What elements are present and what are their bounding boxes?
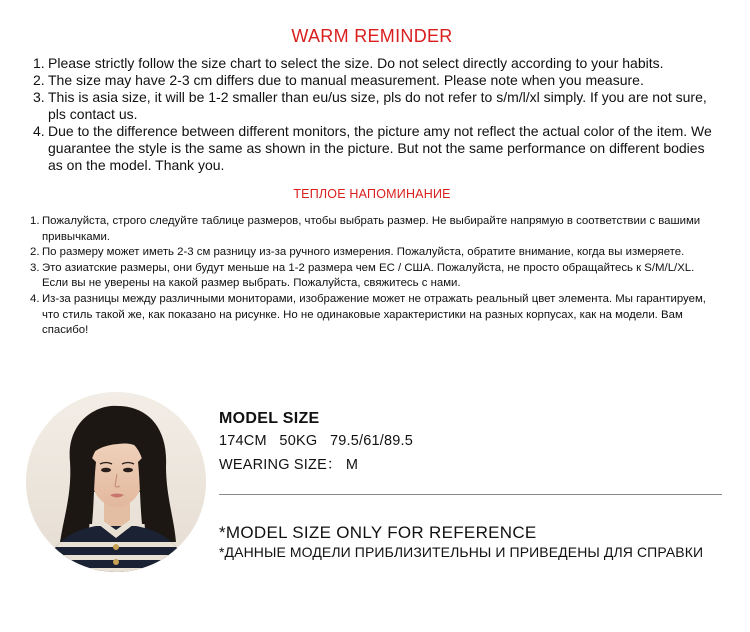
reference-note-ru: *ДАННЫЕ МОДЕЛИ ПРИБЛИЗИТЕЛЬНЫ И ПРИВЕДЕНЫ ДЛЯ СПРАВКИ bbox=[219, 544, 704, 560]
reference-note: *MODEL SIZE ONLY FOR REFERENCE bbox=[219, 523, 537, 542]
item-text: Пожалуйста, строго следуйте таблице размеров, чтобы выбрать размер. Не выбирайте напрямую в соответствии с вашими привычками. bbox=[42, 215, 701, 243]
model-photo bbox=[26, 392, 206, 572]
list-item bbox=[30, 292, 722, 339]
warm-reminder-title-ru: ТЕПЛОЕ НАПОМИНАНИЕ bbox=[293, 187, 451, 201]
wearing-size: WEARING SIZE： M bbox=[219, 457, 359, 473]
item-number: 1. bbox=[33, 55, 45, 71]
item-number: 3. bbox=[30, 261, 40, 274]
list-item bbox=[33, 55, 723, 72]
item-text: This is asia size, it will be 1-2 smaller than eu/us size, pls do not refer to s/m/l/xl simply. If you are not sure, pls contact us. bbox=[48, 89, 707, 122]
list-item bbox=[30, 214, 722, 245]
item-text: Due to the difference between different monitors, the picture amy not reflect the actual color of the item. We guarantee the style is the same as shown in the picture. But not the same performance on different bodies as on the model. Thank you. bbox=[48, 123, 712, 173]
item-text: Это азиатские размеры, они будут меньше на 1-2 размера чем ЕС / США. Пожалуйста, не просто обращайтесь к S/M/L/XL. Если вы не уверены на какой размер выбрать. Пожалуйста, свяжитесь с нами. bbox=[42, 261, 695, 290]
list-item bbox=[33, 89, 723, 123]
model-measurements: 174CM 50KG 79.5/61/89.5 bbox=[219, 433, 414, 449]
list-item bbox=[33, 72, 723, 89]
list-item bbox=[30, 245, 722, 261]
item-number: 2. bbox=[30, 246, 40, 259]
item-text: The size may have 2-3 cm differs due to manual measurement. Please note when you measure. bbox=[48, 72, 644, 88]
reminder-list-ru bbox=[30, 214, 722, 339]
item-number: 4. bbox=[33, 123, 45, 139]
reminder-list bbox=[33, 55, 723, 174]
warm-reminder-title: WARM REMINDER bbox=[291, 26, 453, 46]
item-number: 1. bbox=[30, 215, 40, 227]
model-portrait-illustration bbox=[26, 392, 206, 572]
divider bbox=[219, 494, 722, 495]
item-text: Из-за разницы между различными мониторами, изображение может не отражать реальный цвет элемента. Мы гарантируем, что стиль такой же, как показано на рисунке. Но не одинаковые характеристики на разных корпусах, как на модели. Вам спасибо! bbox=[42, 292, 706, 337]
list-item bbox=[30, 261, 722, 292]
model-size-label: MODEL SIZE bbox=[219, 410, 320, 427]
item-number: 2. bbox=[33, 72, 45, 88]
item-text: Please strictly follow the size chart to select the size. Do not select directly according to your habits. bbox=[48, 55, 664, 71]
item-text: По размеру может иметь 2-3 см разницу из-за ручного измерения. Пожалуйста, обратите внимание, когда вы измеряете. bbox=[42, 246, 685, 259]
list-item bbox=[33, 123, 723, 174]
item-number: 3. bbox=[33, 89, 45, 105]
item-number: 4. bbox=[30, 292, 40, 305]
